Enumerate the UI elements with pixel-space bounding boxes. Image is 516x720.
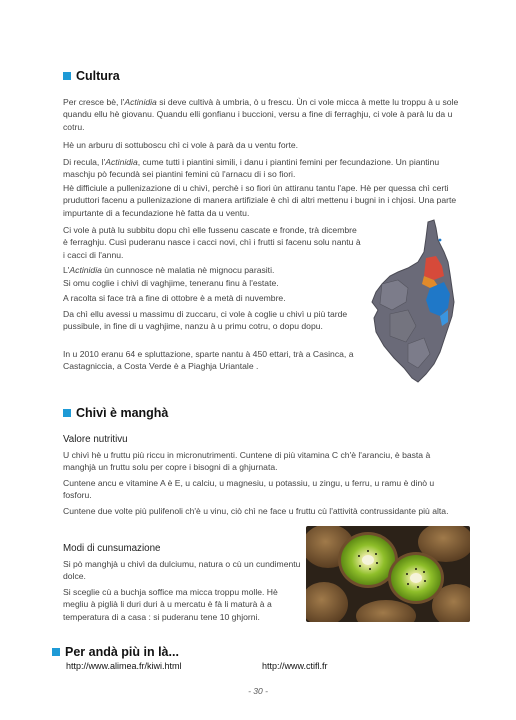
section-heading-cultura [63, 69, 120, 83]
paragraph: Di recula, l'Actinidia, cume tutti i piantini simili, i danu i piantini femini per fecundazione. Un piantinu maschju pò fecundà sei piantini femini cù l'arnacu di i so fiori. [63, 157, 440, 180]
paragraph: Per cresce bè, l'Actinidia si deve cultivà à umbria, ò u frescu. Ùn ci vole micca à mette lu troppu à u sole quandu ellu hè giovanu. Quandu elli gonfianu i buccioni, versu a fine di ferraghju, ci vole à parà lu da u cotru. [63, 97, 459, 132]
link-ctifl[interactable]: http://www.ctifl.fr [262, 661, 328, 671]
section-bullet-icon [63, 409, 71, 417]
paragraph: Si pò manghjà u chivì da dulciumu, natura o cù un cundimentu dolce. [63, 559, 301, 582]
paragraph: Si omu coglie i chivì di vaghjime, teneranu finu à l'estate. [63, 278, 279, 288]
paragraph: U chivì hè u fruttu più riccu in micronutrimenti. Cuntene di più vitamina C ch'è l'aranciu, è basta à manghjà un fruttu solu per copre i bisogni di a ghjurnata. [63, 450, 431, 473]
section-title: Chivì è manghà [76, 406, 169, 420]
section-heading-chivi [63, 406, 168, 420]
section-heading-links [52, 645, 179, 659]
corsica-map-image [368, 218, 466, 386]
paragraph: Cuntene due volte più pulifenoli ch'è u vinu, ciò chì ne face u fruttu cù l'attività contrussidante più alta. [63, 506, 449, 516]
link-alimea[interactable]: http://www.alimea.fr/kiwi.html [66, 661, 182, 671]
paragraph: Hè difficiule a pullenizazione di u chivì, perchè i so fiori ùn attiranu tantu l'ape. Hè per quessa chì certi pruduttori facenu a pullenizazione di manera artifiziale è chì di altri mettenu i bugni in i chjosi. Una parte impurtante di a fecundazione hè fatta da u ventu. [63, 183, 457, 218]
paragraph: In u 2010 eranu 64 e spluttazione, sparte nantu à 450 ettari, trà a Casinca, a Castagniccia, a Costa Verde è a Piaghja Uriantale . [63, 349, 354, 372]
paragraph: Ci vole à putà lu subbitu dopu chì elle fussenu cascate e fronde, trà dicembre è ferraghju. Cusì puderanu nasce i cacci novi, chì i frutti si facenu solu nantu à i cacci di l'annu. [63, 225, 361, 260]
paragraph: A racolta si face trà a fine di ottobre è a metà di nuvembre. [63, 293, 286, 303]
paragraph: L'Actinidia ùn cunnosce nè malatia nè mignocu parasiti. [63, 265, 275, 275]
section-title: Cultura [76, 69, 120, 83]
section-bullet-icon [52, 648, 60, 656]
subsection-title: Valore nutritivu [63, 434, 128, 445]
paragraph: Da chì ellu avessi u massimu di zuccaru, ci vole à coglie u chivì u più tarde pussibule, in fine di u vaghjime, nanzu à u primu cotru, o dopu dopu. [63, 309, 348, 332]
subsection-title: Modi di cunsumazione [63, 543, 161, 554]
section-bullet-icon [63, 72, 71, 80]
paragraph: Hè un arburu di sottuboscu chì ci vole à parà da u ventu forte. [63, 140, 299, 150]
paragraph: Si sceglie cù a buchja soffice ma micca troppu molle. Hè megliu à piglià li duri duri à u mercatu è fà li maturà à a temperatura di a casa : si puderanu tene 10 ghjorni. [63, 587, 278, 622]
kiwi-photo-image [306, 526, 470, 622]
paragraph: Cuntene ancu e vitamine A è E, u calciu, u magnesiu, u potassiu, u zingu, u ferru, u ramu è dinò u fosforu. [63, 478, 435, 501]
section-title: Per andà più in là... [65, 645, 179, 659]
page-number: - 30 - [248, 686, 268, 696]
